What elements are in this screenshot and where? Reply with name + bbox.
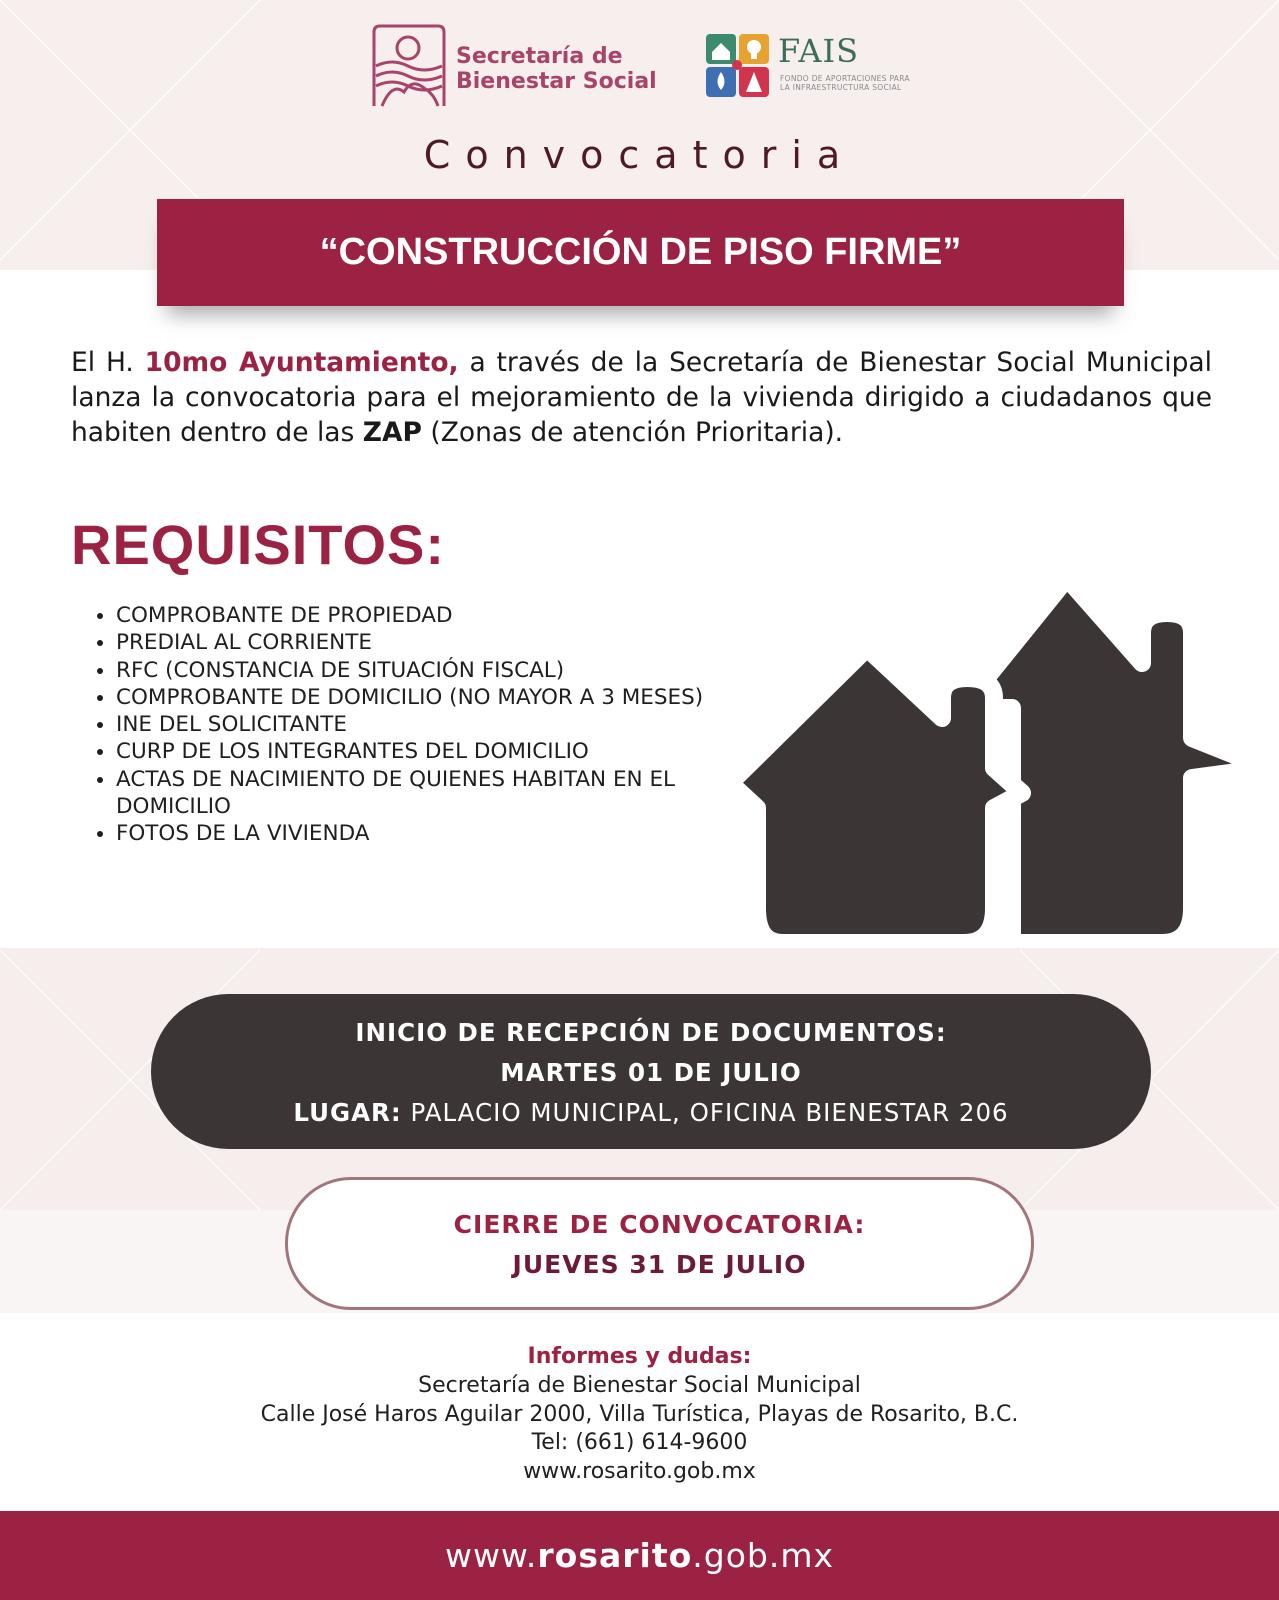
program-title-banner — [157, 199, 1124, 306]
houses-icon — [722, 568, 1279, 948]
fais-subtitle-line-2: LA INFRAESTRUCTURA SOCIAL — [780, 83, 902, 92]
secretaria-bienestar-logo — [368, 22, 668, 114]
fais-subtitle — [780, 74, 910, 92]
requisito-item: • RFC (CONSTANCIA DE SITUACIÓN FISCAL) — [116, 657, 736, 684]
requisito-item: • PREDIAL AL CORRIENTE — [116, 629, 736, 656]
informes-phone: Tel: (661) 614-9600 — [531, 1430, 748, 1455]
requisito-item: • CURP DE LOS INTEGRANTES DEL DOMICILIO — [116, 738, 736, 765]
cierre-date: JUEVES 31 DE JULIO — [512, 1250, 807, 1279]
cierre-title: CIERRE DE CONVOCATORIA: — [453, 1210, 866, 1239]
footer-bar — [0, 1511, 1279, 1600]
informes-section — [0, 1342, 1279, 1486]
informes-office: Secretaría de Bienestar Social Municipal — [418, 1373, 861, 1398]
fais-subtitle-line-1: FONDO DE APORTACIONES PARA — [780, 74, 910, 83]
requisito-item: • COMPROBANTE DE DOMICILIO (NO MAYOR A 3 MESES) — [116, 684, 736, 711]
lugar-value: PALACIO MUNICIPAL, OFICINA BIENESTAR 206 — [401, 1098, 1009, 1127]
requisito-item: • FOTOS DE LA VIVIENDA — [116, 820, 736, 847]
bienestar-emblem-icon — [368, 22, 450, 112]
requisito-item: • COMPROBANTE DE PROPIEDAD — [116, 602, 736, 629]
cierre-info-box — [285, 1177, 1034, 1310]
requisito-item: • ACTAS DE NACIMIENTO DE QUIENES HABITAN EN EL DOMICILIO — [116, 766, 736, 821]
recepcion-line-1 — [151, 1018, 1151, 1047]
requisitos-list — [80, 602, 736, 848]
recepcion-title: INICIO DE RECEPCIÓN DE DOCUMENTOS: — [355, 1018, 947, 1047]
fais-title: FAIS — [778, 32, 860, 70]
footer-website-link[interactable] — [445, 1536, 834, 1575]
footer-url-suffix: .gob.mx — [692, 1536, 835, 1575]
logo-line-2: Bienestar Social — [456, 69, 657, 94]
fais-emblem-icon — [706, 34, 770, 98]
recepcion-date: MARTES 01 DE JULIO — [500, 1058, 802, 1087]
intro-part-3: a través de la Secretaría de Bienestar Social Municipal lanza la convocatoria para el mejoramiento de la vivienda dirigido a ciudadanos que habiten dentro de las — [71, 347, 1212, 448]
lugar-label: LUGAR: — [293, 1098, 402, 1127]
requisitos-heading: REQUISITOS: — [71, 513, 446, 576]
intro-paragraph — [71, 345, 1212, 450]
informes-website[interactable]: www.rosarito.gob.mx — [523, 1458, 756, 1484]
footer-url-domain: rosarito — [537, 1536, 693, 1575]
zap-highlight: ZAP — [362, 417, 422, 448]
secretaria-logo-text — [456, 44, 657, 94]
informes-title: Informes y dudas: — [527, 1344, 752, 1369]
recepcion-line-3 — [151, 1098, 1151, 1127]
footer-url-prefix: www. — [444, 1536, 538, 1575]
requisito-item: • INE DEL SOLICITANTE — [116, 711, 736, 738]
recepcion-line-2 — [151, 1058, 1151, 1087]
program-title: “CONSTRUCCIÓN DE PISO FIRME” — [319, 231, 962, 273]
ayuntamiento-highlight: 10mo Ayuntamiento, — [144, 347, 459, 378]
logo-line-1: Secretaría de — [456, 44, 623, 69]
recepcion-info-box — [151, 994, 1151, 1149]
informes-address: Calle José Haros Aguilar 2000, Villa Turística, Playas de Rosarito, B.C. — [260, 1401, 1019, 1427]
fais-logo — [706, 34, 936, 100]
intro-part-1: El H. — [71, 347, 145, 378]
intro-part-5: (Zonas de atención Prioritaria). — [421, 417, 844, 448]
convocatoria-heading: Convocatoria — [423, 133, 856, 177]
